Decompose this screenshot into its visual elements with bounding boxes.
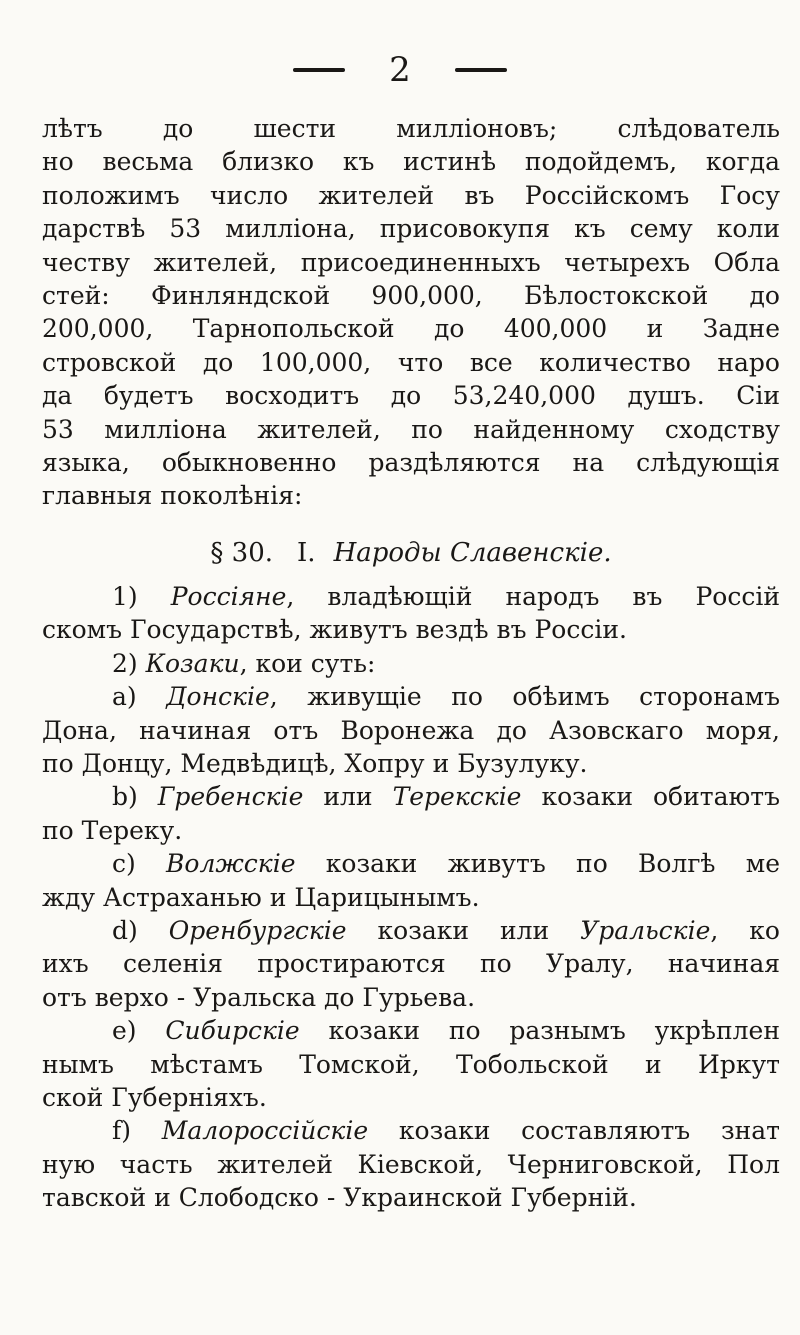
page-number: 2 <box>389 50 411 90</box>
text-line: лѣтъ до шести милліоновъ; слѣдователь <box>42 114 780 143</box>
text-line: положимъ число жителей въ Россійскомъ Госу <box>42 180 780 210</box>
text-line: главныя поколѣнія: <box>42 481 303 511</box>
text-line: 53 милліона жителей, по найденному сходству <box>42 414 780 444</box>
list-item: a) Донскіе, живущіе по обѣимъ сторонамъ <box>112 682 780 712</box>
intro-paragraph <box>42 112 780 513</box>
text-line: ской Губерніяхъ. <box>42 1082 267 1112</box>
list-item: d) Оренбургскіе козаки или Уральскіе, ко <box>112 915 780 945</box>
items-list <box>42 580 780 1214</box>
text-line: дарствѣ 53 милліона, присовокупя къ сему коли <box>42 214 780 244</box>
section-title: Народы Славенскіе. <box>333 537 612 568</box>
text-line: жду Астраханью и Царицынымъ. <box>42 882 480 912</box>
header-dash-right <box>455 68 507 72</box>
section-numeral: I. <box>297 537 316 568</box>
text-line: нымъ мѣстамъ Томской, Тобольской и Иркут <box>42 1049 780 1079</box>
section-heading <box>42 537 780 570</box>
list-item: 1) Россіяне, владѣющій народъ въ Россій <box>112 582 780 612</box>
page-header <box>0 50 800 90</box>
text-line: отъ верхо - Уральска до Гурьева. <box>42 982 476 1012</box>
text-line: да будетъ восходитъ до 53,240,000 душъ. Сіи <box>42 381 780 411</box>
text-line: Дона, начиная отъ Воронежа до Азовскаго моря, <box>42 715 780 745</box>
list-item: e) Сибирскіе козаки по разнымъ укрѣплен <box>112 1016 781 1046</box>
list-item: c) Волжскіе козаки живутъ по Волгѣ ме <box>112 849 780 879</box>
list-item: b) Гребенскіе или Терекскіе козаки обитаютъ <box>112 782 780 812</box>
text-line: языка, обыкновенно раздѣляются на слѣдующія <box>42 447 780 477</box>
section-number: § 30. <box>210 537 274 568</box>
text-line: но весьма близко къ истинѣ подойдемъ, когда <box>42 147 780 177</box>
header-dash-left <box>293 68 345 72</box>
text-line: по Донцу, Медвѣдицѣ, Хопру и Бузулуку. <box>42 749 588 779</box>
text-line: ихъ селенія простираются по Уралу, начиная <box>42 949 780 979</box>
text-line: по Тереку. <box>42 815 183 845</box>
text-line: тавской и Слободско - Украинской Губерній. <box>42 1183 637 1213</box>
page-body <box>42 112 780 1215</box>
list-item: f) Малороссійскіе козаки составляютъ знат <box>112 1116 780 1146</box>
text-line: стровской до 100,000, что все количество наро <box>42 347 780 377</box>
text-line: стей: Финляндской 900,000, Бѣлостокской до <box>42 280 780 310</box>
text-line: 200,000, Тарнопольской до 400,000 и Задне <box>42 314 780 344</box>
text-line: честву жителей, присоединенныхъ четырехъ Обла <box>42 247 780 277</box>
text-line: скомъ Государствѣ, живутъ вездѣ въ Россіи. <box>42 615 627 645</box>
list-item: 2) Козаки, кои суть: <box>112 648 376 678</box>
text-line: ную часть жителей Кіевской, Черниговской, Пол <box>42 1149 780 1179</box>
